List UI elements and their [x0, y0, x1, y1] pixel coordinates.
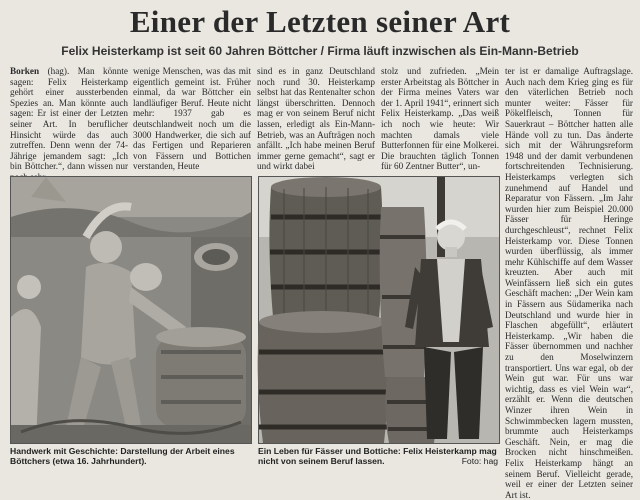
caption-barrels	[258, 446, 498, 466]
article-column-5: ter ist er damalige Auftragslage. Auch nach dem Krieg ging es für den väterlichen Betrieb noch munter weiter: Fässer für Pökelfleisch, Tonnen für Sauerkraut – Böttcher hatten alle Hände voll zu tun. Das änderte sich mit der Währungsreform 1948 und der damit verbundenen fortschreitenden Technisierung. Heisterkamps verlegten sich zunehmend auf Handel und Reparatur von Fässern. „Im Jahr wurden hier zum Beispiel 20.000 Fässer für Heringe durchgeschleust“, rechnet Felix Heisterkamp vor. Diese Tonnen wurden überflüssig, als immer mehr Kühlschiffe auf dem Wasser kreuzten. Aber auch mit Weinfässern ließ sich ein gutes Geschäft machen: „Der Wein kam in Fässern aus Südamerika nach Deutschland und wurde hier in Flaschen abgefüllt“, erläutert Heisterkamp. „Wir haben die Fässer übernommen und nachher zu den Moselwinzern transportiert. Uns war egal, ob der Wein gut war. Für uns war wichtig, dass es viel Wein war“, erzählt er. Wenn die deutschen Winzer ihren Wein in Schwimmbecken lagern mussten, brummte auch Heisterkamps Geschäft. Nein, er mag die Brocken nicht hinschmeißen. Felix Heisterkamp hängt an seinem Beruf. Vielleicht gerade, weil er einer der Letzten seiner Art ist.	[505, 66, 633, 500]
article-column-3: sind es in ganz Deutschland noch rund 30. Heisterkamp selbst hat das Rentenalter schon längst überschritten. Dennoch mag er von seinem Beruf nicht lassen, erledigt als Ein-Mann-Betrieb, was an Aufträgen noch anfällt. „Ich habe meinen Beruf immer gerne gemacht“, sagt er und wirkt dabei	[257, 66, 375, 172]
column-1-text: (hag). Man könnte sagen: Felix Heisterkamp gehört einer aussterbenden Spezies an. Man könnte auch sagen: Er ist einer der Letzten seiner Art. In beruflicher Hinsicht würde das auch zutreffen. Denn wenn der 74-Jährige jemandem sagt: „Ich bin Böttcher.“, dann wissen nur	[10, 66, 128, 172]
article-column-4: stolz und zufrieden. „Mein erster Arbeitstag als Böttcher in der Firma meines Vaters war der 1. April 1941“, erinnert sich Felix Heisterkamp. „Das weiß ich noch wie heute: Wir machten damals viele Butterfonnen für eine Molkerei. Die brauchten täglich Tonnen für 60 Zentner Butter“, un-	[381, 66, 499, 172]
article-column-2: wenige Menschen, was das mit eigentlich gemeint ist. Früher einmal, da war Böttcher ein landläufiger Beruf. Heute nicht mehr: 1937 gab es deutschlandweit noch um die 3000 Handwerker, die sich auf das Fertigen und Reparieren von Fässern und Bottichen verstanden, Heute	[133, 66, 251, 172]
caption-relief: Handwerk mit Geschichte: Darstellung der Arbeit eines Böttchers (etwa 16. Jahrhundert).	[10, 446, 235, 466]
photo-credit: Foto: hag	[461, 456, 498, 466]
article-column-1	[10, 66, 128, 172]
relief-photo	[10, 176, 252, 444]
headline: Einer der Letzten seiner Art	[129, 4, 511, 39]
barrels-image	[259, 177, 499, 443]
subheadline: Felix Heisterkamp ist seit 60 Jahren Böttcher / Firma läuft inzwischen als Ein-Mann-Betrieb	[61, 44, 579, 58]
relief-image	[11, 177, 251, 443]
barrels-photo	[258, 176, 500, 444]
byline: Borken	[10, 66, 40, 76]
caption-barrels-text: Ein Leben für Fässer und Bottiche: Felix Heisterkamp mag nicht von seinem Beruf lassen.	[258, 446, 497, 466]
